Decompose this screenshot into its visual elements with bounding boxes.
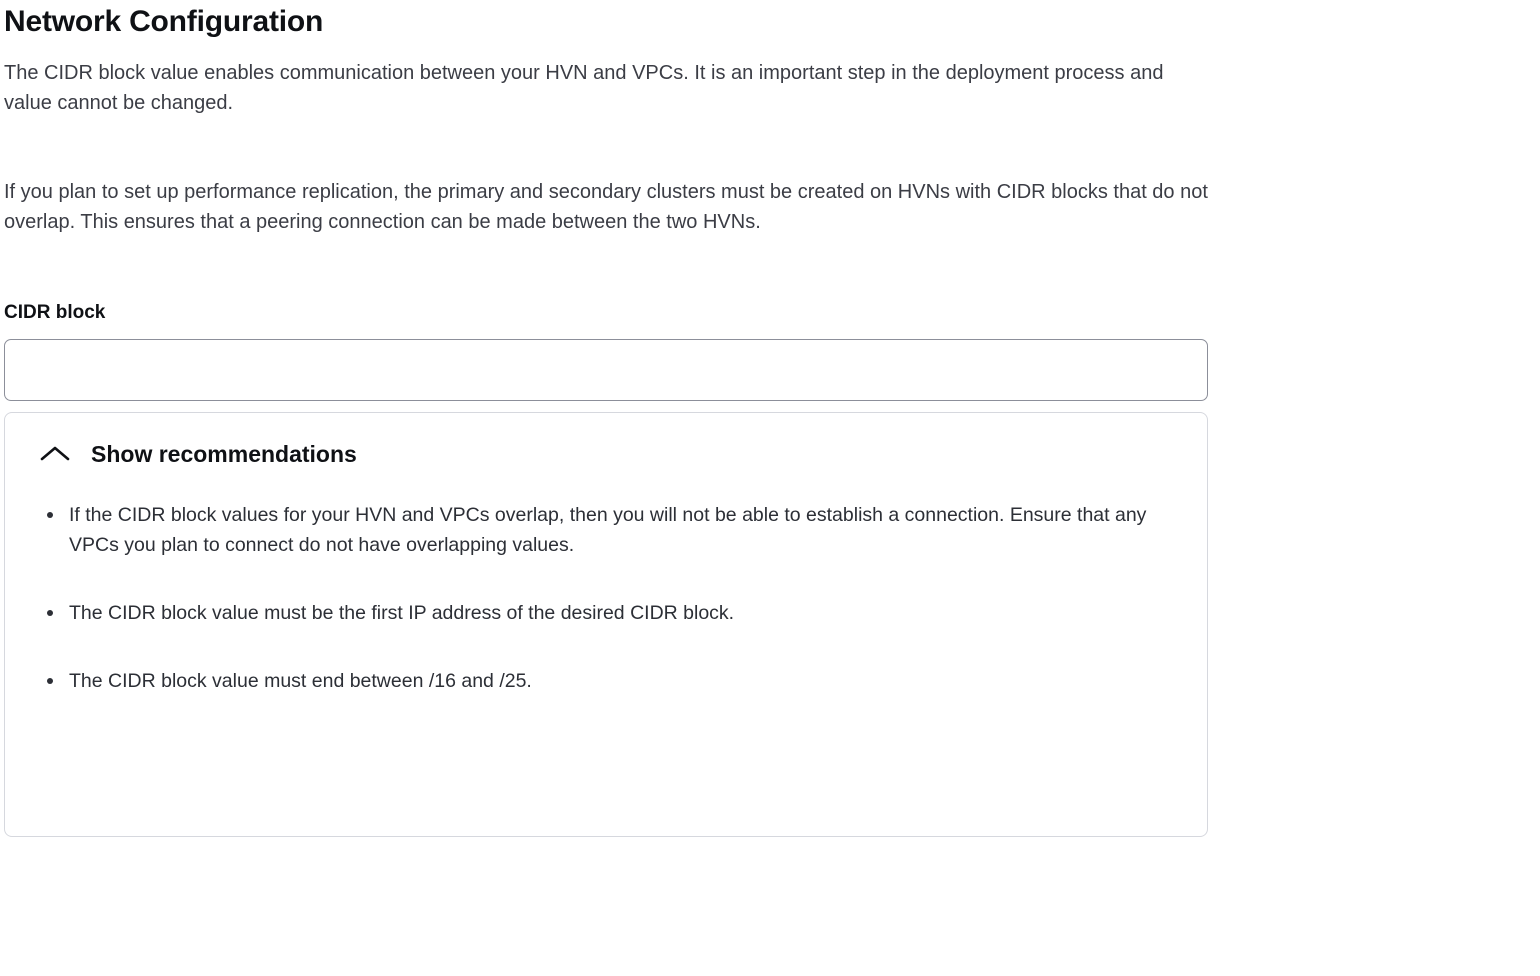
cidr-block-input[interactable] (4, 339, 1208, 401)
intro-paragraph-2: If you plan to set up performance replication, the primary and secondary clusters must be created on HVNs with CIDR blocks that do not overlap. This ensures that a peering connection can be made between the two HVNs. (4, 180, 1208, 234)
list-item: The CIDR block value must be the first IP address of the desired CIDR block. (39, 598, 1173, 628)
show-recommendations-toggle[interactable] (39, 440, 357, 467)
network-configuration-page (0, 4, 1540, 976)
cidr-block-label: CIDR block (4, 301, 106, 323)
show-recommendations-label: Show recommendations (91, 440, 357, 467)
list-item: If the CIDR block values for your HVN and VPCs overlap, then you will not be able to establish a connection. Ensure that any VPCs you plan to connect do not have overlapping values. (39, 500, 1173, 560)
chevron-up-icon (39, 443, 71, 465)
page-title: Network Configuration (4, 5, 324, 38)
list-item: The CIDR block value must end between /16 and /25. (39, 666, 1173, 696)
recommendations-list (39, 500, 1173, 696)
recommendations-panel (4, 412, 1208, 837)
intro-paragraph-1: The CIDR block value enables communication between your HVN and VPCs. It is an important step in the deployment process and value cannot be changed. (4, 62, 1164, 115)
